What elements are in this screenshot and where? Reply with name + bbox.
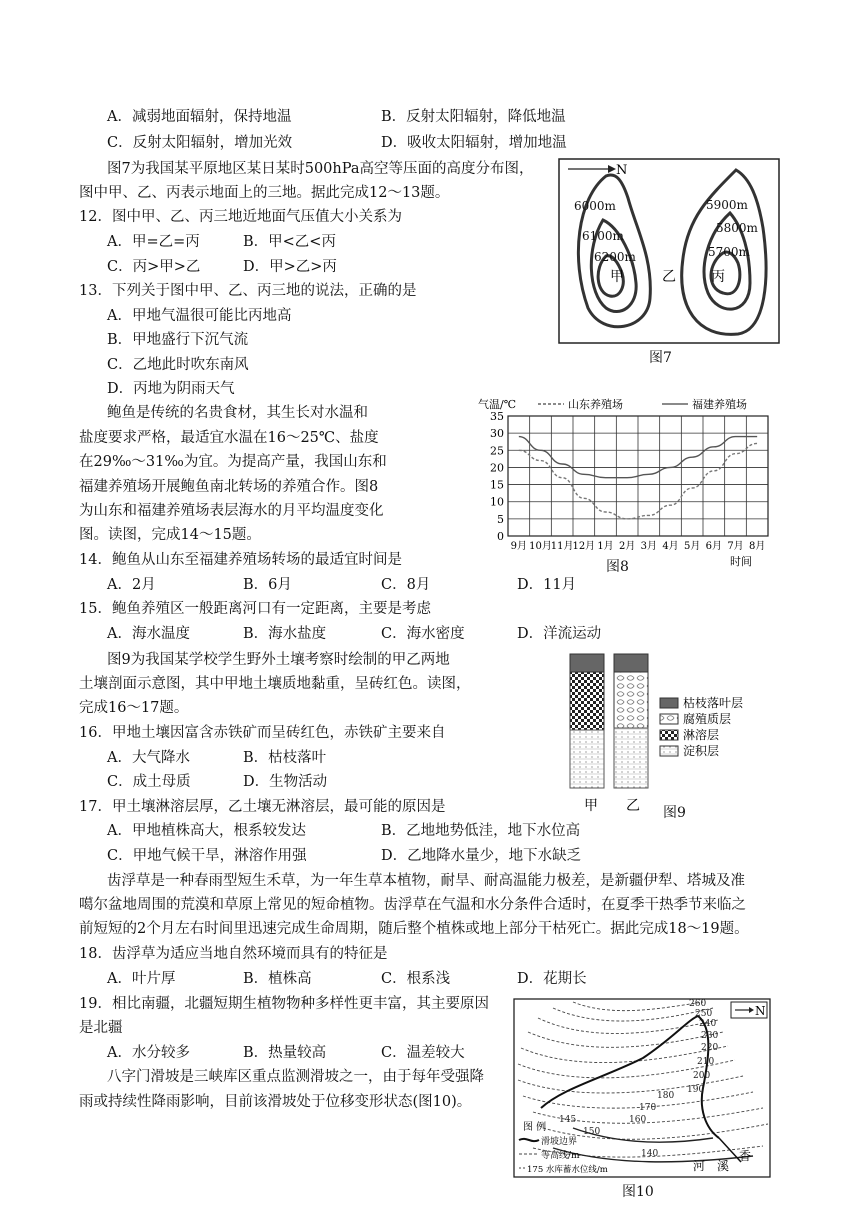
intro-14-15-line5: 为山东和福建养殖场表层海水的月平均温度变化 xyxy=(79,503,384,519)
fig10-contour-145: 145 xyxy=(559,1115,577,1125)
chart-ytick-label: 25 xyxy=(490,444,504,458)
fig10-contour-170: 170 xyxy=(639,1103,657,1113)
intro-14-15-line3: 在29‰～31‰为宜。为提高产量，我国山东和 xyxy=(79,454,387,470)
figure-8-caption: 图8 xyxy=(606,559,629,575)
q18-option-c: C．根系浅 xyxy=(381,971,451,987)
chart-xtick-label: 9月 xyxy=(510,541,528,552)
q12-option-b: B．甲<乙<丙 xyxy=(243,234,336,250)
figure-9-soil-profiles xyxy=(566,650,766,820)
q17-stem: 17．甲土壤淋溶层厚，乙土壤无淋溶层，最可能的原因是 xyxy=(79,799,446,815)
fig10-contour-140: 140 xyxy=(641,1149,659,1159)
fig10-contour-240: 240 xyxy=(699,1019,717,1029)
q15-option-a: A．海水温度 xyxy=(107,626,190,642)
q16-option-a: A．大气降水 xyxy=(107,750,190,766)
intro-14-15-line4: 福建养殖场开展鲍鱼南北转场的养殖合作。图8 xyxy=(79,479,379,495)
fig7-label-6100m: 6100m xyxy=(582,229,624,243)
q17-option-d: D．乙地降水量少，地下水缺乏 xyxy=(381,848,582,864)
q12-stem: 12．图中甲、乙、丙三地近地面气压值大小关系为 xyxy=(79,209,402,225)
intro-16-17-line3: 完成16～17题。 xyxy=(79,700,189,716)
fig10-contour-250: 250 xyxy=(695,1009,713,1019)
chart-ytick-label: 15 xyxy=(490,478,504,492)
fig9-legend-eluvial: 淋溶层 xyxy=(683,728,720,742)
q19-stem-line1: 19．相比南疆，北疆短期生植物物种多样性更丰富，其主要原因 xyxy=(79,996,489,1012)
intro-20-line1: 八字门滑坡是三峡库区重点监测滑坡之一，由于每年受强降 xyxy=(107,1069,484,1085)
intro-16-17-line1: 图9为我国某学校学生野外土壤考察时绘制的甲乙两地 xyxy=(107,652,450,668)
fig9-legend-litter: 枯枝落叶层 xyxy=(683,696,744,710)
q13-option-a: A．甲地气温很可能比丙地高 xyxy=(107,308,292,324)
fig7-label-5700m: 5700m xyxy=(708,245,750,259)
q19-stem-line2: 是北疆 xyxy=(79,1020,123,1036)
q15-stem: 15．鲍鱼养殖区一般距离河口有一定距离，主要是考虑 xyxy=(79,601,431,617)
q11-option-a: A．减弱地面辐射，保持地温 xyxy=(107,109,292,125)
fig10-legend-contour: 等高线/m xyxy=(541,1151,580,1161)
figure-9-caption: 图9 xyxy=(663,805,686,821)
q11-option-b: B．反射太阳辐射，降低地温 xyxy=(381,109,566,125)
fig10-contour-230: 230 xyxy=(701,1031,719,1041)
chart-ytick-label: 5 xyxy=(497,512,504,526)
chart-xtick-label: 5月 xyxy=(683,541,701,552)
q16-option-d: D．生物活动 xyxy=(243,774,328,790)
fig10-contour-260: 260 xyxy=(689,999,707,1009)
fig9-profile-yi: 乙 xyxy=(626,798,640,814)
fig7-north-label: N xyxy=(616,163,628,178)
q14-option-a: A．2月 xyxy=(107,577,156,593)
chart-ytick-label: 20 xyxy=(490,461,504,475)
chart-xtick-label: 10月 xyxy=(529,541,552,552)
figure-7-caption: 图7 xyxy=(649,350,672,366)
fig7-place-jia: 甲 xyxy=(610,269,624,285)
fig7-label-5900m: 5900m xyxy=(706,198,748,212)
figure-8-temperature-chart xyxy=(478,394,770,574)
fig7-place-yi: 乙 xyxy=(662,269,676,285)
figure-10-landslide-map xyxy=(513,998,771,1178)
q17-option-c: C．甲地气候干旱，淋溶作用强 xyxy=(107,848,307,864)
fig10-legend-reservoir: 175 水库蓄水位线/m xyxy=(527,1165,608,1175)
fig10-contour-150: 150 xyxy=(583,1127,601,1137)
chart-xtick-label: 1月 xyxy=(597,541,614,552)
q13-option-c: C．乙地此时吹东南风 xyxy=(107,357,249,373)
q15-option-c: C．海水密度 xyxy=(381,626,465,642)
chart-xtick-label: 12月 xyxy=(572,541,596,552)
figure-10-caption: 图10 xyxy=(622,1184,654,1200)
fig10-contour-160: 160 xyxy=(629,1115,647,1125)
fig7-label-6200m: 6200m xyxy=(594,250,636,264)
fig10-river-end-label: 香 xyxy=(739,1149,752,1163)
chart-xtick-label: 3月 xyxy=(640,541,658,552)
figure-7-isobar-map xyxy=(558,158,780,344)
q19-option-c: C．温差较大 xyxy=(381,1045,465,1061)
intro-14-15-line6: 图。读图，完成14～15题。 xyxy=(79,527,261,543)
q16-option-c: C．成土母质 xyxy=(107,774,191,790)
chart-ytick-label: 30 xyxy=(490,427,504,441)
chart-xlabel: 时间 xyxy=(730,555,752,568)
fig10-contour-200: 200 xyxy=(693,1071,711,1081)
fig10-contour-210: 210 xyxy=(697,1057,715,1067)
fig9-legend-illuvial: 淀积层 xyxy=(683,744,720,758)
q13-option-d: D．丙地为阴雨天气 xyxy=(107,381,235,397)
q14-stem: 14．鲍鱼从山东至福建养殖场转场的最适宜时间是 xyxy=(79,552,402,568)
q16-option-b: B．枯枝落叶 xyxy=(243,750,327,766)
q17-option-a: A．甲地植株高大，根系较发达 xyxy=(107,823,306,839)
intro-18-19-line3: 前短短的2个月左右时间里迅速完成生命周期，随后整个植株或地上部分干枯死亡。据此完成18～19题。 xyxy=(79,921,749,937)
q12-option-a: A．甲=乙=丙 xyxy=(107,234,200,250)
chart-xtick-label: 6月 xyxy=(705,541,723,552)
q19-option-a: A．水分较多 xyxy=(107,1045,190,1061)
q14-option-c: C．8月 xyxy=(381,577,431,593)
fig9-legend-humus: 腐殖质层 xyxy=(683,712,732,726)
q15-option-d: D．洋流运动 xyxy=(517,626,602,642)
fig10-legend-title: 图 例 xyxy=(523,1122,547,1133)
q12-option-c: C．丙>甲>乙 xyxy=(107,259,201,275)
q18-stem: 18．齿浮草为适应当地自然环境而具有的特征是 xyxy=(79,946,388,962)
fig7-label-5800m: 5800m xyxy=(716,221,758,235)
q18-option-a: A．叶片厚 xyxy=(107,971,176,987)
fig10-contour-220: 220 xyxy=(701,1043,719,1053)
chart-xtick-label: 7月 xyxy=(727,541,744,552)
chart-ytick-label: 10 xyxy=(490,495,504,509)
intro-12-13-line1: 图7为我国某平原地区某日某时500hPa高空等压面的高度分布图， xyxy=(107,161,534,177)
intro-20-line2: 雨或持续性降雨影响，目前该滑坡处于位移变形状态(图10)。 xyxy=(79,1094,472,1110)
q18-option-b: B．植株高 xyxy=(243,971,312,987)
chart-xtick-label: 11月 xyxy=(550,541,574,552)
chart-xtick-label: 4月 xyxy=(662,541,679,552)
q15-option-b: B．海水盐度 xyxy=(243,626,327,642)
fig10-north-label: N xyxy=(755,1004,766,1018)
chart-legend-label: 山东养殖场 xyxy=(568,398,623,411)
fig9-profile-jia: 甲 xyxy=(584,798,598,814)
q18-option-d: D．花期长 xyxy=(517,971,587,987)
intro-16-17-line2: 土壤剖面示意图，其中甲地土壤质地黏重，呈砖红色。读图， xyxy=(79,676,471,692)
intro-18-19-line2: 噶尔盆地周围的荒漠和草原上常见的短命植物。齿浮草在气温和水分条件合适时，在夏季干热季节来临之 xyxy=(79,897,746,913)
intro-18-19-line1: 齿浮草是一种春雨型短生禾草，为一年生草本植物，耐旱、耐高温能力极差，是新疆伊犁、塔城及准 xyxy=(107,873,745,889)
chart-xtick-label: 8月 xyxy=(748,541,766,552)
chart-ylabel: 气温/℃ xyxy=(478,398,517,411)
q13-stem: 13．下列关于图中甲、乙、丙三地的说法，正确的是 xyxy=(79,283,417,299)
q11-option-d: D．吸收太阳辐射，增加地温 xyxy=(381,135,567,151)
chart-ytick-label: 35 xyxy=(490,410,504,423)
fig10-contour-190: 190 xyxy=(687,1085,705,1095)
q14-option-b: B．6月 xyxy=(243,577,292,593)
fig7-place-bing: 丙 xyxy=(711,269,725,285)
fig7-label-6000m: 6000m xyxy=(574,199,616,213)
q16-stem: 16．甲地土壤因富含赤铁矿而呈砖红色，赤铁矿主要来自 xyxy=(79,725,446,741)
chart-xtick-label: 2月 xyxy=(618,541,636,552)
intro-14-15-line1: 鲍鱼是传统的名贵食材，其生长对水温和 xyxy=(107,405,368,421)
q13-option-b: B．甲地盛行下沉气流 xyxy=(107,332,249,348)
q14-option-d: D．11月 xyxy=(517,577,577,593)
fig10-contour-180: 180 xyxy=(657,1091,675,1101)
fig10-river-label: 河 溪 xyxy=(693,1159,730,1173)
chart-ytick-label: 0 xyxy=(497,530,504,543)
intro-12-13-line2: 图中甲、乙、丙表示地面上的三地。据此完成12～13题。 xyxy=(79,185,450,201)
q17-option-b: B．乙地地势低洼，地下水位高 xyxy=(381,823,581,839)
fig10-legend-boundary: 滑坡边界 xyxy=(541,1137,578,1147)
q19-option-b: B．热量较高 xyxy=(243,1045,327,1061)
chart-legend xyxy=(538,397,747,411)
chart-legend-label: 福建养殖场 xyxy=(692,398,747,411)
q12-option-d: D．甲>乙>丙 xyxy=(243,259,337,275)
q11-option-c: C．反射太阳辐射，增加光效 xyxy=(107,135,293,151)
intro-14-15-line2: 盐度要求严格，最适宜水温在16～25℃、盐度 xyxy=(79,430,379,446)
